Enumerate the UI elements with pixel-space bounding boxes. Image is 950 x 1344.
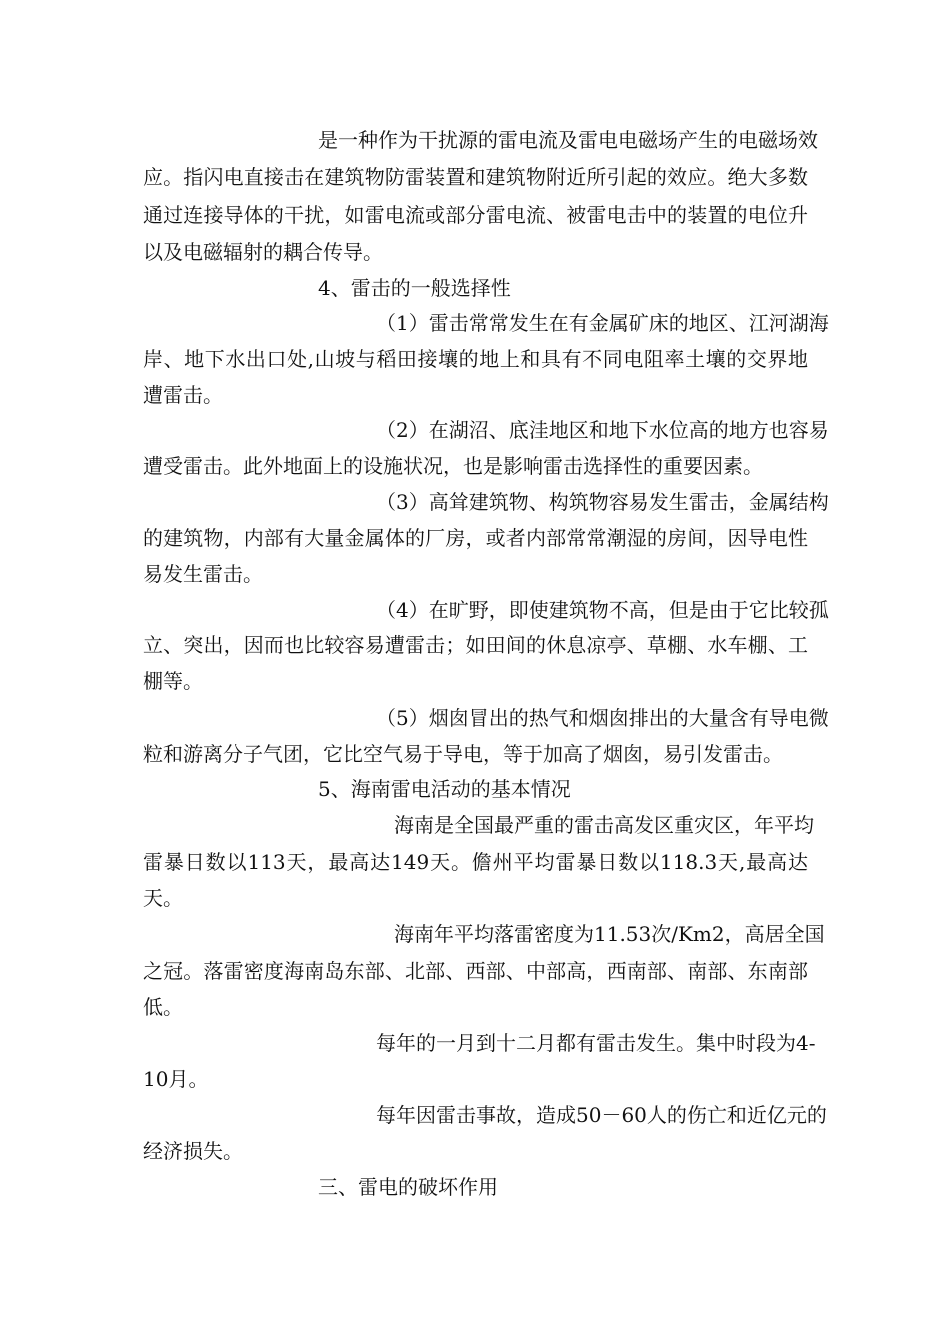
paragraph-line: 每年的一月到十二月都有雷击发生。集中时段为4-: [376, 1031, 816, 1055]
paragraph-line: 遭受雷击。此外地面上的设施状况，也是影响雷击选择性的重要因素。: [143, 454, 763, 478]
paragraph-line: 之冠。落雷密度海南岛东部、北部、西部、中部高，西南部、南部、东南部: [143, 959, 808, 983]
section-heading: 4、雷击的一般选择性: [318, 276, 511, 300]
paragraph-line: 的建筑物，内部有大量金属体的厂房，或者内部常常潮湿的房间，因导电性: [143, 526, 808, 550]
paragraph-line: 每年因雷击事故，造成50－60人的伤亡和近亿元的: [376, 1103, 827, 1127]
paragraph-line: 以及电磁辐射的耦合传导。: [143, 240, 383, 264]
paragraph-line: 粒和游离分子气团，它比空气易于导电，等于加高了烟囱，易引发雷击。: [143, 742, 783, 766]
paragraph-line: 是一种作为干扰源的雷电流及雷电电磁场产生的电磁场效: [318, 128, 818, 152]
paragraph-line: 岸、地下水出口处,山坡与稻田接壤的地上和具有不同电阻率土壤的交界地: [143, 347, 808, 371]
paragraph-line: （3）高耸建筑物、构筑物容易发生雷击，金属结构: [376, 490, 829, 514]
paragraph-line: 雷暴日数以113天，最高达149天。儋州平均雷暴日数以118.3天,最高达: [143, 850, 808, 874]
paragraph-line: 遭雷击。: [143, 383, 223, 407]
paragraph-line: （4）在旷野，即使建筑物不高，但是由于它比较孤: [376, 598, 829, 622]
paragraph-line: （1）雷击常常发生在有金属矿床的地区、江河湖海: [376, 311, 829, 335]
paragraph-line: 经济损失。: [143, 1139, 243, 1163]
paragraph-line: 通过连接导体的干扰，如雷电流或部分雷电流、被雷电击中的装置的电位升: [143, 203, 808, 227]
paragraph-line: 低。: [143, 995, 183, 1019]
paragraph-line: 易发生雷击。: [143, 562, 263, 586]
paragraph-line: 应。指闪电直接击在建筑物防雷装置和建筑物附近所引起的效应。绝大多数: [143, 165, 808, 189]
paragraph-line: 10月。: [143, 1067, 209, 1091]
paragraph-line: 海南是全国最严重的雷击高发区重灾区，年平均: [394, 813, 814, 837]
paragraph-line: 天。: [143, 886, 183, 910]
paragraph-line: 棚等。: [143, 669, 203, 693]
paragraph-line: （2）在湖沼、底洼地区和地下水位高的地方也容易: [376, 418, 829, 442]
section-heading: 三、雷电的破坏作用: [318, 1175, 498, 1199]
paragraph-line: （5）烟囱冒出的热气和烟囱排出的大量含有导电微: [376, 706, 829, 730]
paragraph-line: 立、突出，因而也比较容易遭雷击；如田间的休息凉亭、草棚、水车棚、工: [143, 633, 808, 657]
section-heading: 5、海南雷电活动的基本情况: [318, 777, 571, 801]
paragraph-line: 海南年平均落雷密度为11.53次/Km2，高居全国: [394, 922, 825, 946]
